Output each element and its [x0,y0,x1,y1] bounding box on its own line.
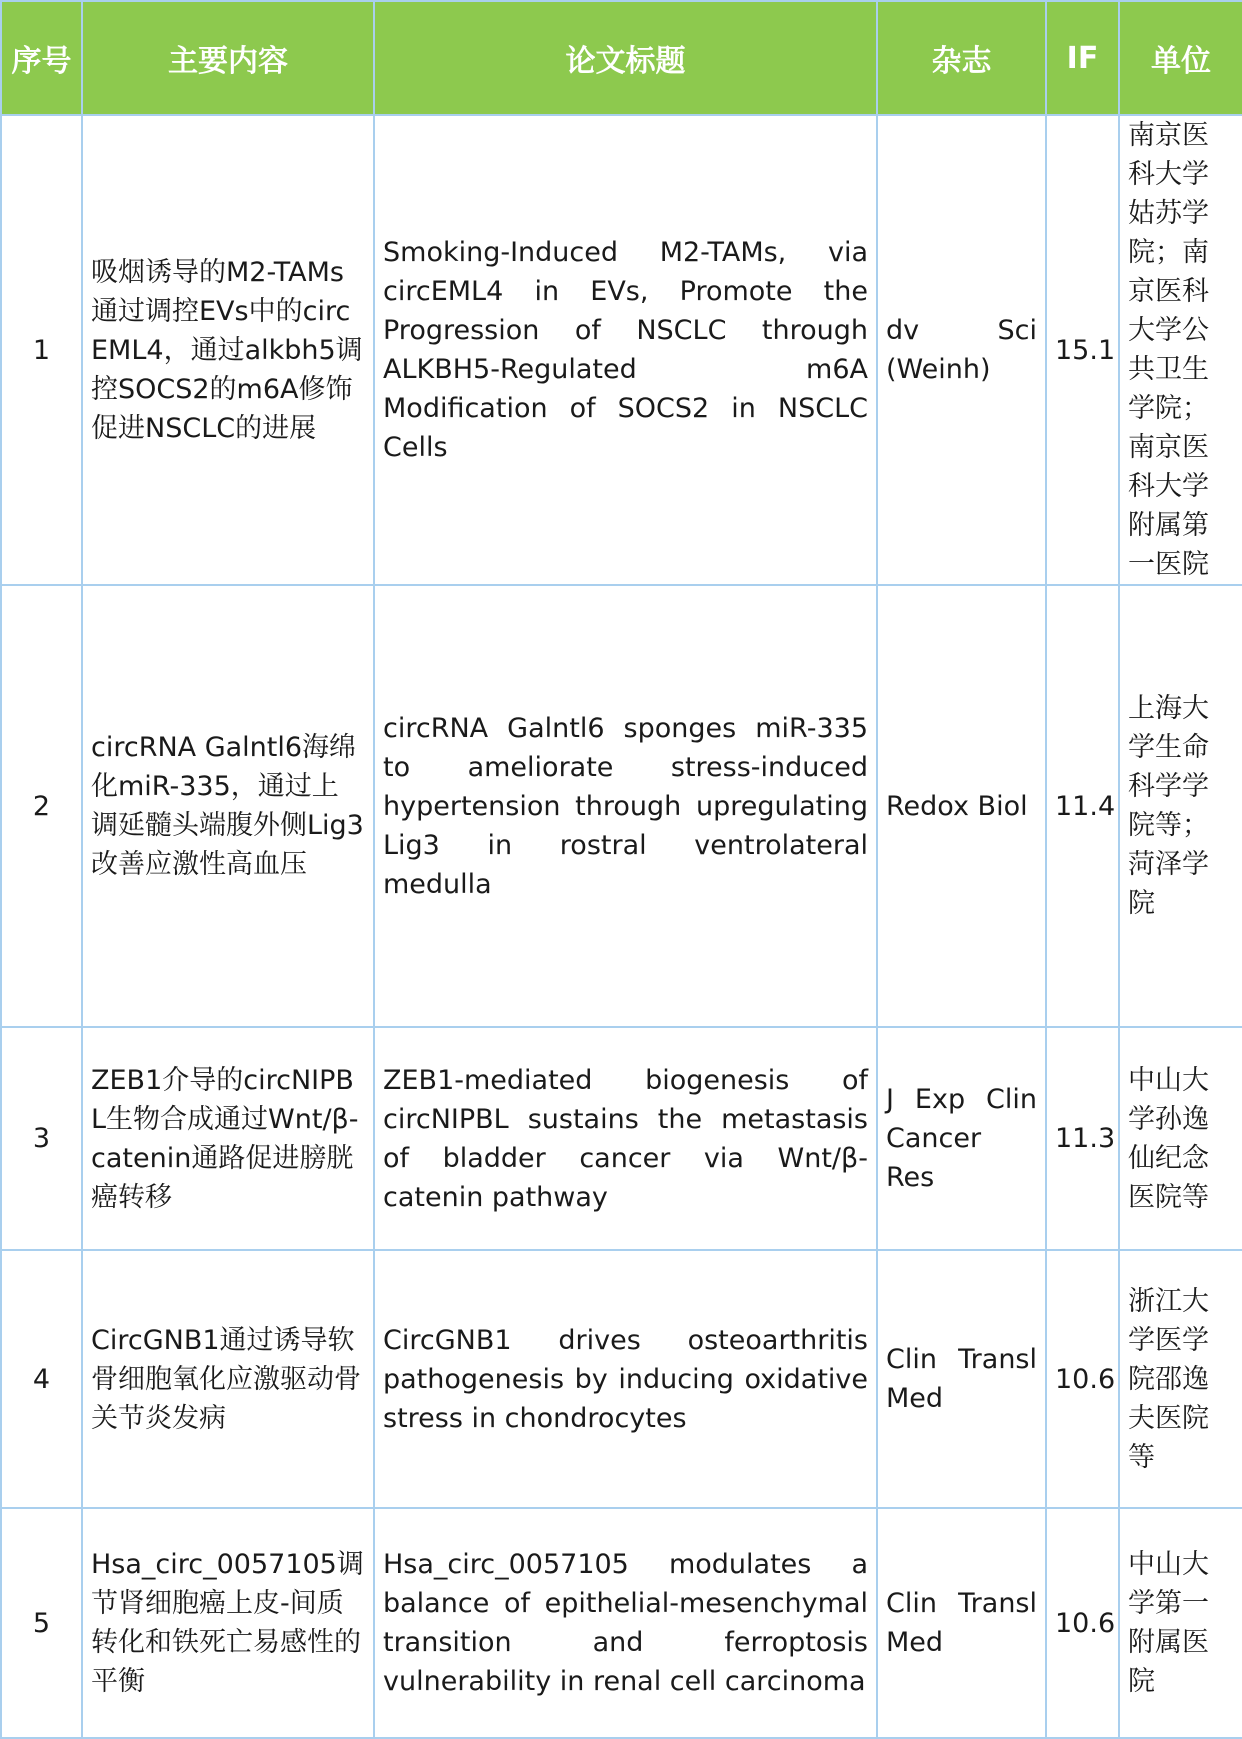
header-content: 主要内容 [82,1,374,115]
cell-content: 吸烟诱导的M2-TAMs通过调控EVs中的circEML4，通过alkbh5调控SOCS2的m6A修饰促进NSCLC的进展 [82,115,374,585]
cell-unit: 浙江大学医学院邵逸夫医院等 [1119,1250,1242,1508]
cell-no: 4 [1,1250,82,1508]
table-row [1,585,1242,1027]
cell-if: 11.4 [1046,585,1119,1027]
cell-title: CircGNB1 drives osteoarthritis pathogenesis by inducing oxidative stress in chondrocytes [374,1250,877,1508]
cell-title: Smoking-Induced M2-TAMs, via circEML4 in EVs, Promote the Progression of NSCLC through ALKBH5-Regulated m6A Modification of SOCS2 in NSCLC Cells [374,115,877,585]
cell-if: 15.1 [1046,115,1119,585]
cell-if: 11.3 [1046,1027,1119,1250]
table-row [1,1508,1242,1738]
cell-unit: 中山大学孙逸仙纪念医院等 [1119,1027,1242,1250]
cell-journal: Redox Biol [877,585,1046,1027]
cell-journal: Clin Transl Med [877,1508,1046,1738]
header-title: 论文标题 [374,1,877,115]
cell-content: CircGNB1通过诱导软骨细胞氧化应激驱动骨关节炎发病 [82,1250,374,1508]
table-header-row [1,1,1242,115]
cell-unit: 上海大学生命科学学院等；菏泽学院 [1119,585,1242,1027]
cell-title: Hsa_circ_0057105 modulates a balance of epithelial-mesenchymal transition and ferroptosis vulnerability in renal cell carcinoma [374,1508,877,1738]
cell-no: 2 [1,585,82,1027]
cell-title: circRNA Galntl6 sponges miR-335 to ameliorate stress-induced hypertension through upregulating Lig3 in rostral ventrolateral medulla [374,585,877,1027]
cell-if: 10.6 [1046,1250,1119,1508]
cell-journal: Clin Transl Med [877,1250,1046,1508]
cell-journal: dv Sci (Weinh) [877,115,1046,585]
header-if: IF [1046,1,1119,115]
cell-unit: 南京医科大学姑苏学院；南京医科大学公共卫生学院；南京医科大学附属第一医院 [1119,115,1242,585]
table-row [1,115,1242,585]
cell-content: circRNA Galntl6海绵化miR-335，通过上调延髓头端腹外侧Lig3改善应激性高血压 [82,585,374,1027]
cell-journal: J Exp Clin Cancer Res [877,1027,1046,1250]
table-row [1,1027,1242,1250]
header-no: 序号 [1,1,82,115]
cell-content: ZEB1介导的circNIPBL生物合成通过Wnt/β-catenin通路促进膀胱癌转移 [82,1027,374,1250]
cell-content: Hsa_circ_0057105调节肾细胞癌上皮-间质转化和铁死亡易感性的平衡 [82,1508,374,1738]
cell-no: 5 [1,1508,82,1738]
header-journal: 杂志 [877,1,1046,115]
table-row [1,1250,1242,1508]
header-unit: 单位 [1119,1,1242,115]
cell-no: 3 [1,1027,82,1250]
cell-no: 1 [1,115,82,585]
cell-title: ZEB1-mediated biogenesis of circNIPBL sustains the metastasis of bladder cancer via Wnt/β-catenin pathway [374,1027,877,1250]
cell-unit: 中山大学第一附属医院 [1119,1508,1242,1738]
cell-if: 10.6 [1046,1508,1119,1738]
